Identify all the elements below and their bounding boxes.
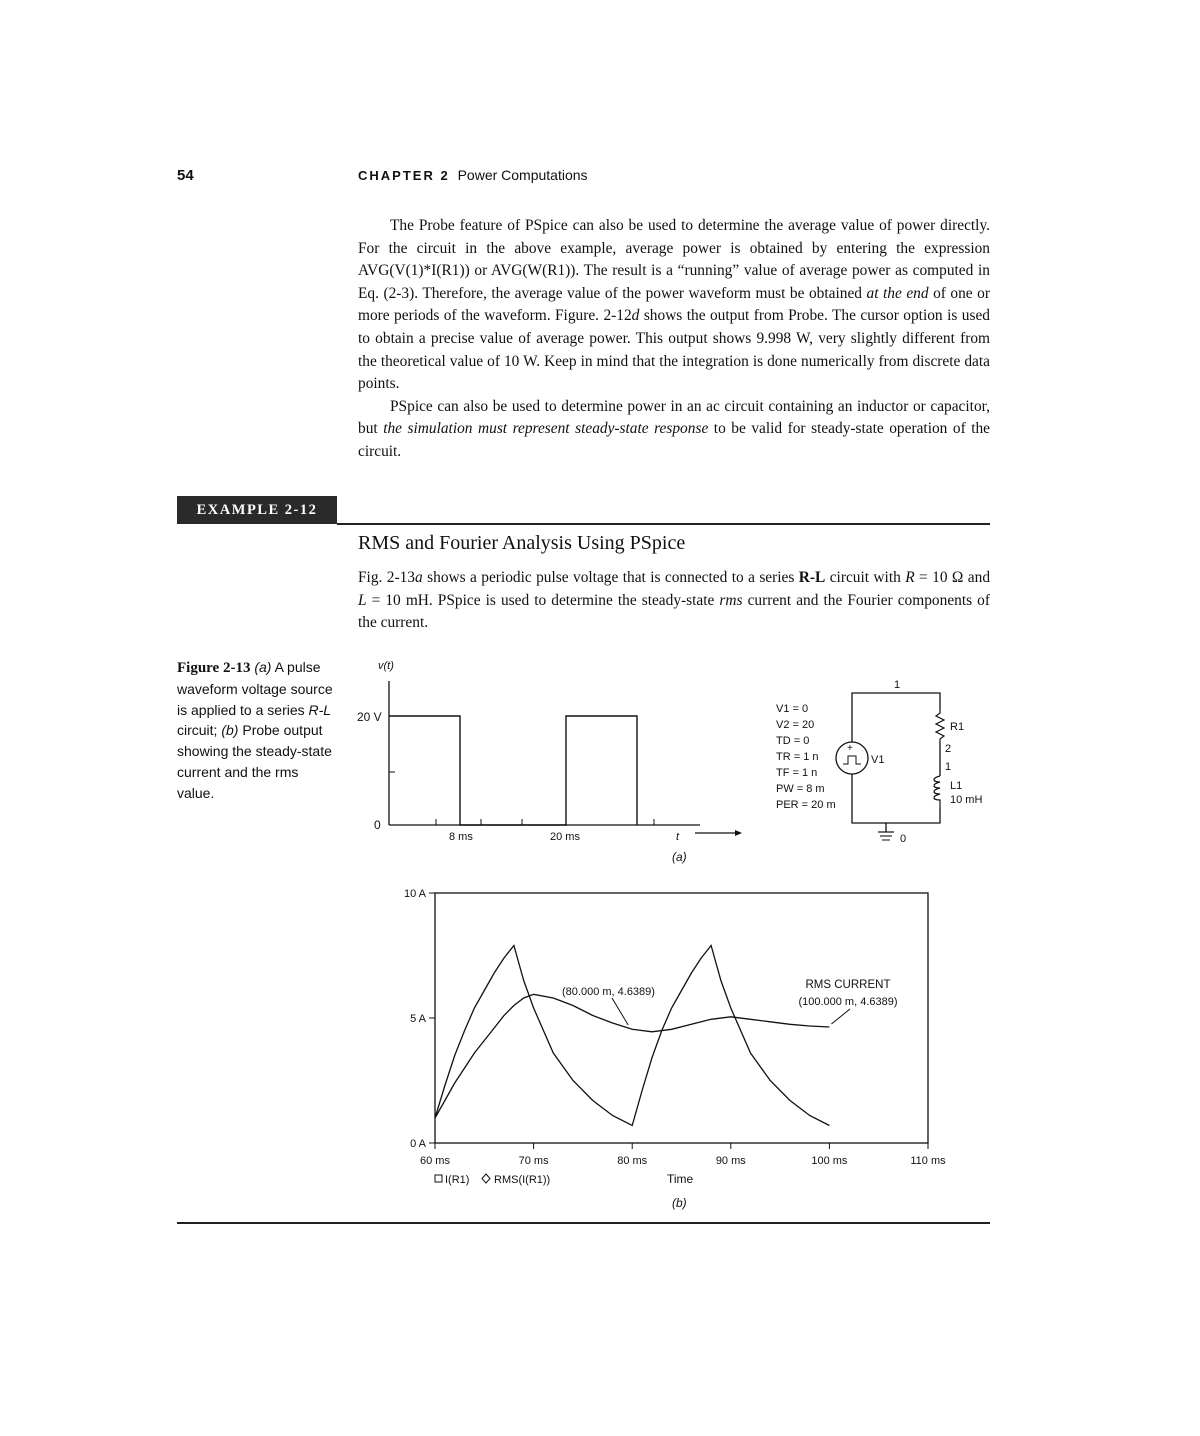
chart-legend [435,1174,550,1186]
y-tick-label: 0 A [410,1138,426,1150]
text-run: The Probe feature of PSpice can also be used to determine the average value of power directly. For the circuit in the above example, average power is obtained by entering the expression AVG(V(1)*I(R1)) or AVG(W(R1)). The result is a “running” value of average power as computed in Eq. (2-3). Therefore, the average value of the power waveform must be obtained [358,217,990,302]
figure-b-sublabel: (b) [672,1196,687,1210]
section-title: Power Computations [457,167,588,183]
x-tick-label: 100 ms [811,1155,848,1167]
x-tick-label: 110 ms [910,1155,946,1167]
t-axis-label: t [676,831,680,843]
annotation-cursor-1: (80.000 m, 4.6389) [562,986,655,998]
annotation-arrow-1 [612,998,628,1025]
emphasis-text: L [358,591,367,609]
resistor-symbol [936,710,944,742]
y-tick-label: 5 A [410,1013,426,1025]
annotation-layer [562,979,898,1025]
x-tick-label: 60 ms [420,1155,450,1167]
plot-frame [435,893,928,1143]
inductor-name: L1 [950,780,963,792]
annotation-arrow-2 [831,1009,850,1024]
circuit-wire-bottom [852,774,940,823]
emphasis-text: R [905,569,915,586]
x-tick-label: 90 ms [715,1155,746,1167]
param-line: PER = 20 m [776,799,836,811]
text-run: A pulse waveform voltage source is applied to a series [177,659,333,718]
figure-caption-label: Figure 2-13 [177,660,251,676]
y-tick-label: 10 A [403,888,426,900]
node-label: 1 [945,761,952,773]
text-run: PSpice can also be used to determine power in an ac circuit containing an inductor or capacitor, but [358,397,990,438]
param-line: V1 = 0 [776,703,809,715]
figure-a-sublabel: (a) [672,850,687,864]
annotation-rms-label: RMS CURRENT [805,979,891,991]
pulse-source-icon [843,756,861,764]
x-axis-title: Time [667,1172,694,1186]
emphasis-text: at the end [866,284,929,302]
example-paragraph-text [358,567,990,635]
param-line: V2 = 20 [776,719,815,731]
intro-paragraph-1 [358,215,990,396]
bold-text: R-L [798,569,826,586]
t-arrow-head [735,830,742,836]
y-tick-label-top: 20 V [357,710,382,724]
intro-text [358,215,990,464]
emphasis-text: rms [719,591,743,609]
chapter-label: CHAPTER 2 [358,168,450,183]
emphasis-text: a [415,569,423,586]
node-2-label: 2 [945,743,952,755]
resistor-name: R1 [950,721,965,733]
x-tick-label-8ms: 8 ms [449,831,473,843]
text-run: circuit; [177,722,222,739]
y-axis-label: v(t) [378,660,394,672]
probe-output-chart [380,875,970,1215]
example-title: RMS and Fourier Analysis Using PSpice [358,532,686,554]
legend-entry-series-1: I(R1) [445,1174,470,1186]
legend-square-icon [435,1175,442,1182]
text-run: shows the output from Probe. The cursor option is used to obtain a precise value of average power. This output shows 9.998 W, very slightly different from the theoretical value of 10 W. Keep in mind that the integration is done numerically from discrete data points. [358,307,990,393]
circuit-wire-top [852,693,940,742]
x-tick-label: 70 ms [518,1155,549,1167]
pulse-waveform-figure [350,655,750,870]
intro-paragraph-2 [358,396,990,464]
source-name: V1 [871,754,885,766]
page-number: 54 [177,167,194,184]
bottom-rule [177,1222,990,1224]
text-run: = 10 mH. PSpice is used to determine the steady-state [366,591,720,609]
node-0-label: 0 [900,833,907,845]
example-paragraph [358,567,990,635]
legend-entry-series-2: RMS(I(R1)) [494,1174,551,1186]
emphasis-text: d [631,307,640,325]
series-layer [435,946,829,1126]
text-run: shows a periodic pulse voltage that is connected to a series [422,569,799,586]
x-axis-ticks [420,1143,946,1167]
source-parameters [776,703,836,811]
text-run: to be valid for steady-state operation of the circuit. [358,420,991,460]
x-tick-label: 80 ms [617,1155,648,1167]
text-run: = 10 Ω and [914,569,991,586]
text-run: circuit with [825,569,906,586]
param-line: TD = 0 [776,735,810,747]
rl-circuit-diagram [770,672,1000,852]
series-rms-line [435,994,829,1118]
inductor-symbol [934,776,940,808]
param-line: TR = 1 n [776,751,819,763]
y-axis-ticks [404,888,435,1150]
emphasis-text: the simulation must represent steady-state response [383,420,709,438]
text-run: current and the Fourier components of the current. [358,591,990,632]
emphasis-text: R-L [308,701,332,718]
y-tick-label-zero: 0 [374,818,381,832]
param-line: PW = 8 m [776,783,825,795]
legend-diamond-icon [482,1174,490,1183]
inductor-value: 10 mH [950,794,983,806]
x-tick-label-20ms: 20 ms [550,831,580,843]
text-run: Fig. 2-13 [358,569,416,586]
figure-caption [177,657,337,804]
example-rule [337,523,990,525]
example-label: EXAMPLE 2-12 [177,496,337,524]
pulse-waveform [389,716,637,825]
text-run: Probe output showing the steady-state current and the rms value. [177,722,332,801]
running-head [358,167,588,183]
node-1-label: 1 [894,679,901,691]
caption-part-b: (b) [221,722,239,739]
param-line: TF = 1 n [776,767,818,779]
text-run: of one or more periods of the waveform. Figure. 2-12 [358,284,990,325]
annotation-cursor-2: (100.000 m, 4.6389) [798,996,898,1008]
caption-part-a: (a) [254,659,272,675]
source-plus-icon: + [847,743,853,754]
series-current-line [435,946,829,1126]
